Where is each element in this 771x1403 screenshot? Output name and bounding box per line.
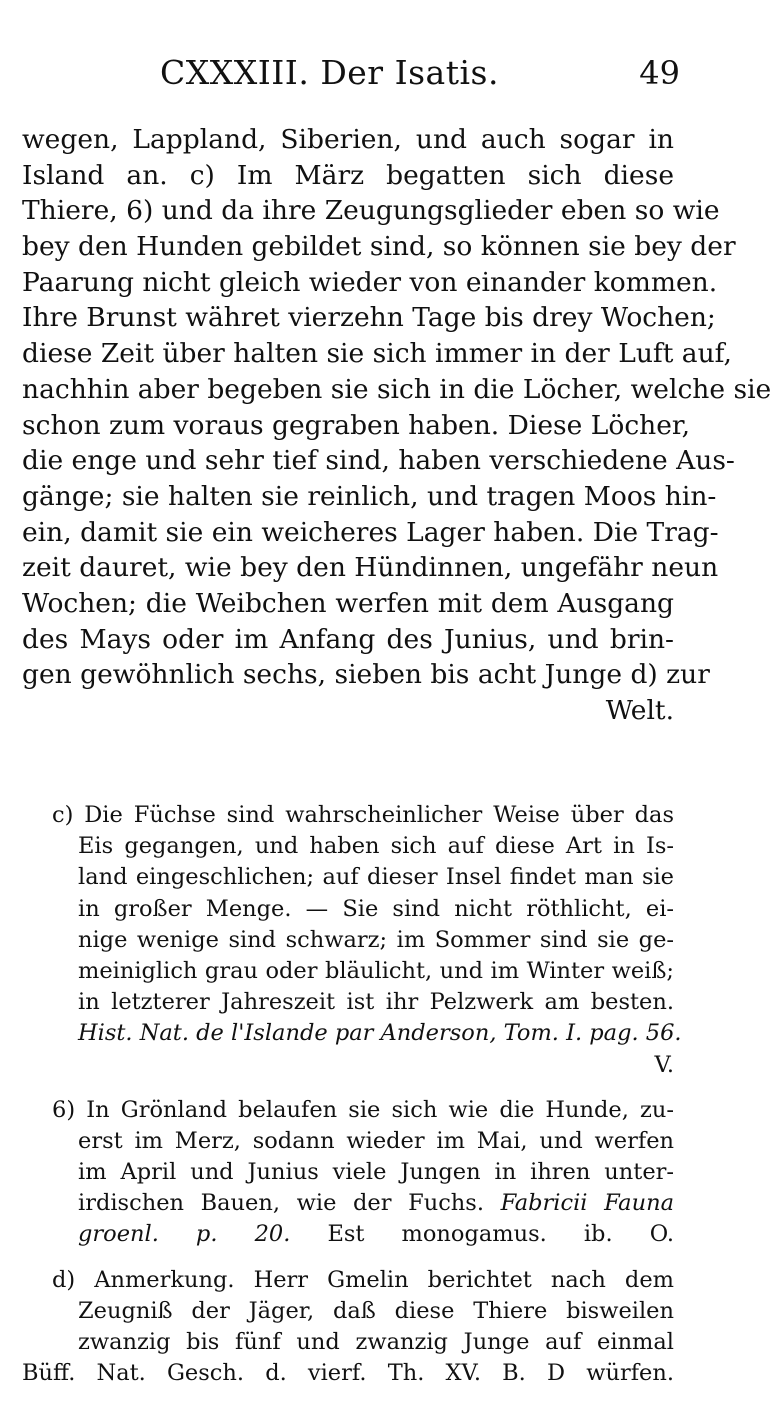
- text-line: Wochen; die Weibchen werfen mit dem Ausgang: [22, 587, 674, 619]
- footnote-sign: V.: [654, 1051, 674, 1078]
- footnote-d: [22, 1265, 674, 1390]
- running-header: [0, 48, 700, 98]
- footnote-line: [22, 1188, 674, 1219]
- text-line: zeit dauret, wie bey den Hündinnen, ungefähr neun: [22, 552, 719, 584]
- footnote-line: 6) In Grönland belaufen sie sich wie die Hunde, zu-: [52, 1096, 674, 1123]
- text-line: Thiere, 6) und da ihre Zeugungsglieder eben so wie: [22, 195, 720, 227]
- footnotes: [22, 800, 682, 1403]
- text-line: schon zum voraus gegraben haben. Diese Löcher,: [22, 409, 691, 441]
- footnote-line: erst im Merz, sodann wieder im Mai, und werfen: [78, 1127, 674, 1154]
- page-number: 49: [639, 54, 680, 92]
- text-line: nachhin aber begeben sie sich in die Löcher, welche sie: [22, 373, 771, 405]
- text-line: Ihre Brunst währet vierzehn Tage bis drey Wochen;: [22, 302, 716, 334]
- footnote-line: [22, 1358, 674, 1389]
- text-line: ein, damit sie ein weicheres Lager haben. Die Trag-: [22, 516, 719, 548]
- chapter-title: CXXXIII. Der Isatis.: [160, 53, 499, 92]
- footnote-line: im April und Junius viele Jungen in ihren unter-: [78, 1159, 674, 1186]
- footnote-line: land eingeschlichen; auf dieser Insel findet man sie: [78, 864, 674, 891]
- footnote-line: nige wenige sind schwarz; im Sommer sind sie ge-: [78, 926, 674, 953]
- text-line: bey den Hunden gebildet sind, so können sie bey der: [22, 231, 736, 263]
- text-line-last: Welt.: [605, 695, 674, 726]
- footnote-6: [22, 1095, 674, 1251]
- text-line: die enge und sehr tief sind, haben verschiedene Aus-: [22, 445, 735, 477]
- text-line: diese Zeit über halten sie sich immer in der Luft auf,: [22, 338, 732, 370]
- text-line: Paarung nicht gleich wieder von einander kommen.: [22, 266, 718, 298]
- text-line: gen gewöhnlich sechs, sieben bis acht Junge d) zur: [22, 659, 710, 691]
- footnote-c: [22, 800, 682, 1081]
- footnote-line: Eis gegangen, und haben sich auf diese Art in Is-: [78, 833, 674, 860]
- text-line: des Mays oder im Anfang des Junius, und brin-: [22, 623, 674, 655]
- footnote-line-text: irdischen Bauen, wie der Fuchs.: [78, 1190, 484, 1217]
- footnote-extra: Est monogamus. ib.: [327, 1221, 613, 1248]
- footnote-last-word: würfen.: [586, 1360, 674, 1387]
- text-line: gänge; sie halten sie reinlich, und tragen Moos hin-: [22, 480, 717, 512]
- footnote-line: zwanzig bis fünf und zwanzig Junge auf einmal: [78, 1329, 674, 1355]
- text-line: wegen, Lappland, Siberien, und auch sogar in: [22, 124, 674, 155]
- footnote-line: Zeugniß der Jäger, daß diese Thiere bisweilen: [78, 1297, 674, 1324]
- footnote-line: d) Anmerkung. Herr Gmelin berichtet nach dem: [52, 1266, 674, 1293]
- main-text: [22, 122, 771, 729]
- footnote-line: [22, 1219, 674, 1250]
- footnote-citation: Fabricii Fauna: [500, 1190, 674, 1217]
- footnote-citation: Büff. Nat. Gesch. d. vierf. Th. XV. B.: [22, 1360, 526, 1387]
- footnote-line: in letzterer Jahreszeit ist ihr Pelzwerk am besten.: [78, 989, 674, 1016]
- footnote-sign: O.: [649, 1221, 674, 1248]
- footnote-citation-cont: groenl. p. 20.: [78, 1221, 291, 1248]
- footnote-line: meiniglich grau oder bläulicht, und im Winter weiß;: [78, 957, 674, 984]
- footnote-line: c) Die Füchse sind wahrscheinlicher Weise über das: [52, 802, 674, 828]
- footnote-citation: Hist. Nat. de l'Islande par Anderson, Tom. I. pag. 56.: [78, 1020, 682, 1047]
- footnote-sign: D: [547, 1360, 566, 1387]
- text-line: Island an. c) Im März begatten sich diese: [22, 159, 674, 191]
- footnote-line: in großer Menge. — Sie sind nicht röthlicht, ei-: [78, 895, 674, 922]
